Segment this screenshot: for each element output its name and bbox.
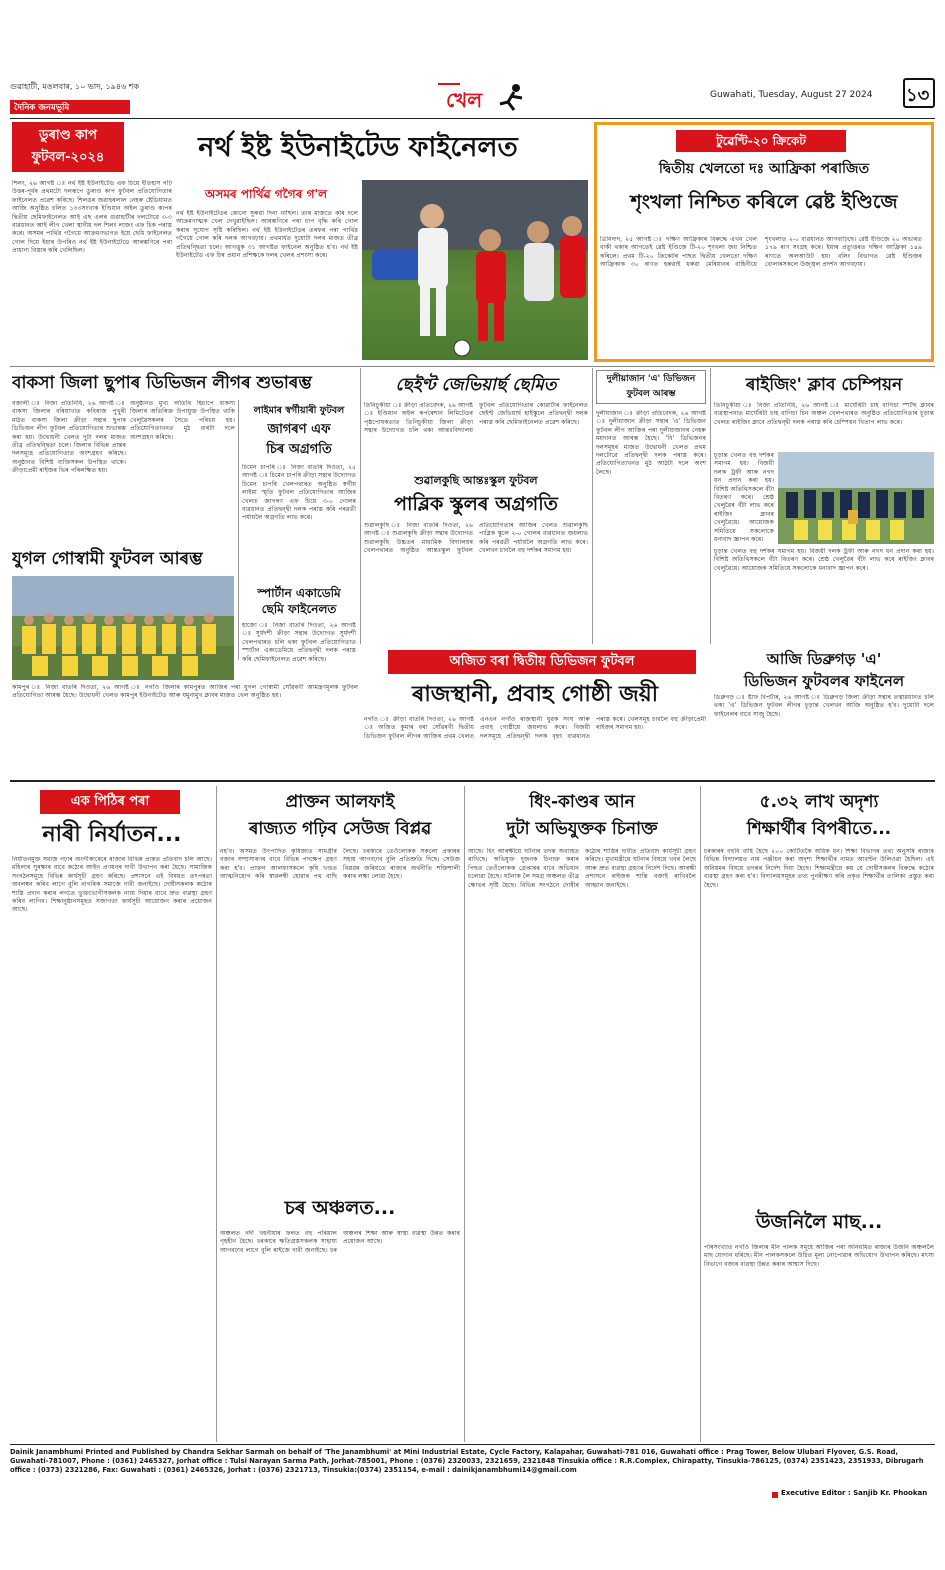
t20-subhead: দ্বিতীয় খেলতো দঃ আফ্ৰিকা পৰাজিত <box>658 161 870 177</box>
shiksharthi-headline-2: শিক্ষাৰ্থীৰ বিপৰীতে... <box>746 819 892 839</box>
masthead-rule <box>10 118 935 119</box>
xavier-body: তিনিচুকীয়া ঃ ক্ৰীড়া প্ৰতিবেদক, ২৬ আগষ্ট ঃ ইণ্ডিয়ান অইল কৰ্পৰেশ্যন লিমিটেডৰ পৃষ্ঠপোষকতাত তিনিচুকীয়া জিলা ক্ৰীড়া সন্থাৰ উদ্যোগত চলি থকা আন্তঃবিদ্যালয় ফুটবল প্ৰতিযোগিতাৰ কোৱাৰ্টাৰ ফাইনেলত ছেইণ্ট জেভিয়াৰ্ছ হাইস্কুলে প্ৰতিদ্বন্দ্বী দলক পৰাস্ত কৰি ছেমিফাইনেলত প্ৰৱেশ কৰিছে। <box>364 402 588 435</box>
duliajan-col-rule <box>592 368 593 644</box>
ujani-body: পৰিসংখ্যাত নগাঁও জিলাৰ মীন পালক সমূহে আজিৰ পৰা অনিয়মিত ৰাজ্যৰ উজনি অঞ্চললৈ মাছ যোগান ধৰিছে। মীন পালকসকলে উচিত মূল্য নোপোৱাৰ অভিযোগ উত্থাপন কৰিছে। মৎস্য বিভাগে বজাৰ ব্যৱস্থা উন্নত কৰাৰ আশ্বাস দিছে। <box>704 1244 934 1268</box>
durand-body-right: নৰ্থ ইষ্ট ইউনাইটেডৰ কোনো সুৰুৱা দিনা নাছিল। তাৰ মাজতে কৰি দলে আক্ৰমণাত্মক খেল দেখুৱাইছিল। আৰম্ভণিৰে পৰা চাপ বৃদ্ধি কৰি গোল কৰাৰ সুযোগ সৃষ্টি কৰিছিল। নৰ্থ ইষ্ট ইউনাইটেডৰ তৰফৰ পৰা পাৰ্থিৱ গগৈয়ে গোল কৰি দলক আগবঢ়ায়। প্ৰথমাৰ্ধত দুয়োটা দলৰ মাজত তীব্ৰ প্ৰতিদ্বন্দ্বিতা চলে। আগত্তুক ৩১ আগষ্টত ফাইনেল অনুষ্ঠিত হ'ব। নৰ্থ ইষ্ট ইউনাইটেড এফ চিৰ প্ৰধান প্ৰশিক্ষকে দলৰ খেলৰ প্ৰশংসা কৰে। <box>176 210 358 260</box>
dhing-headline-1: ধিং-কাণ্ডৰ আন <box>529 792 635 812</box>
dhing-body: আছে। ধিং আৰক্ষীয়ে ঘটনাৰ তদন্ত অব্যাহত ৰাখিছে। অভিযুক্ত দুজনক চিনাক্ত কৰাৰ পিছত তেওঁলোকক গ্ৰেপ্তাৰৰ বাবে অভিযান চলোৱা হৈছে। ঘটনাক লৈ সমগ্ৰ অঞ্চলত তীব্ৰ ক্ষোভৰ সৃষ্টি হৈছে। বিভিন্ন সংগঠনে দোষীৰ কঠোৰ শাস্তিৰ দাবীত প্ৰতিবাদ কাৰ্যসূচী গ্ৰহণ কৰিছে। মুখ্যমন্ত্ৰীয়ে ঘটনাৰ বিষয়ে খবৰ লৈছে আৰু দ্ৰুত ব্যৱস্থা গ্ৰহণৰ নিৰ্দেশ দিছে। আৰক্ষী প্ৰশাসনে ৰাইজক শান্তি বজাই ৰাখিবলৈ আহ্বান জনাইছে। <box>468 848 696 889</box>
nari-headline: নাৰী নিৰ্যাতন... <box>42 822 182 847</box>
paper-name-label: দৈনিক জনমভূমি <box>14 103 70 113</box>
date-left: গুৱাহাটী, মঙলবাৰ, ১০ ভাদ, ১৯৪৬ শক <box>10 82 140 91</box>
spartan-body: হাজো ঃ নিজা বাতৰি দিওতা, ২৬ আগষ্ট ঃ সুৰ্যদৰ্শী ক্ৰীড়া সন্থাৰ উদ্যোগত সুৰ্যদৰ্শী খেলপথাৰত চলি থকা ফুটবল প্ৰতিযোগিতাত স্পাৰ্টান একাডেমিয়ে প্ৰতিদ্বন্দ্বী দলক পৰাস্ত কৰি ছেমিফাইনেলত প্ৰৱেশ কৰিছে। <box>242 622 356 663</box>
shuwalkuchi-subhead: শুৱালকুছি আন্তঃস্কুল ফুটবল <box>414 474 538 487</box>
xavier-headline: ছেইণ্ট জেভিয়াৰ্ছ ছেমিত <box>395 375 557 395</box>
shiksharthi-headline-1: ৫.৩২ লাখ অদৃশ্য <box>759 792 879 812</box>
masthead <box>10 78 935 118</box>
t20-tag: টুৱেণ্টি-২০ ক্ৰিকেট <box>676 130 846 152</box>
laimas-body: চিমেন চাপৰি ঃ নিজা বাতৰি দিওতা, ২৫ আগষ্ট ঃ চিমেন চাপৰি ক্ৰীড়া সন্থাৰ উদ্যোগত চিমেন চাপৰি খেলপথাৰত অনুষ্ঠিত স্বৰ্গীয় লাইমা স্মৃতি ফুটবল প্ৰতিযোগিতাৰ আজিৰ খেলত জাগৰণ এফ চিয়ে ৩-০ গোলৰ ব্যৱধানত প্ৰতিদ্বন্দ্বী দলক পৰাস্ত কৰি পৰৱৰ্তী পৰ্যায়লৈ অগ্ৰগতি লাভ কৰে। <box>242 464 356 522</box>
durand-tag <box>12 122 124 172</box>
bipul-headline-1: প্ৰাক্তন আলফাই <box>285 792 395 812</box>
players-figure <box>362 180 588 360</box>
bipul-subhead: চৰ অঞ্চলত... <box>284 1197 396 1219</box>
ajit-headline: ৰাজস্থানী, প্ৰবাহ গোষ্ঠী জয়ী <box>411 682 659 707</box>
spartan-headline-1: স্পাৰ্টান একাডেমি <box>257 586 341 600</box>
shiksharthi-col-rule <box>700 786 701 1442</box>
rising-col-rule <box>710 368 711 644</box>
spartan-headline-2: ছেমি ফাইনেলত <box>261 602 337 616</box>
section-logo <box>430 80 530 114</box>
t20-headline: শৃংখলা নিশ্চিত কৰিলে ৱেষ্ট ইণ্ডিজে <box>630 191 898 213</box>
duliajan-body: দুলীয়াজান ঃ ক্ৰীড়া প্ৰতিবেদক, ২৬ আগষ্ট ঃ দুলীয়াজান ক্ৰীড়া সন্থাৰ 'এ' ডিভিজন ফুটবল লীগ আজিৰ পৰা দুলীয়াজানৰ নেহৰু ময়দানত আৰম্ভ হৈছে। 'বি' ডিভিজনৰ দলসমূহৰ মাজত উদ্বোধনী খেলত প্ৰথম দলটোৱে প্ৰতিদ্বন্দ্বী দলক পৰাস্ত কৰে। প্ৰতিযোগিতাখনত মুঠ আঠটা দলে অংশ লৈছে। <box>596 410 706 476</box>
laimas-headline-3: চিৰ অগ্ৰগতি <box>266 442 332 457</box>
bipul-body: নহ'ব। অসমত উৎপাদিত কৃষিজাত সামগ্ৰীৰ বজাৰ সম্প্ৰসাৰণৰ বাবে বিভিন্ন পদক্ষেপ গ্ৰহণ কৰা হ'ব। প্ৰাক্তন আলফাসকলে কৃষি খণ্ডত আত্মনিয়োগ কৰি স্বাৱলম্বী হোৱাৰ পথ বাছি লৈছে। চৰকাৰে তেওঁলোকক সকলো প্ৰকাৰৰ সহায় আগবঢ়াব বুলি প্ৰতিশ্ৰুতি দিছে। সেউজ বিপ্লৱৰ জৰিয়তে ৰাজ্যৰ অৰ্থনীতি শক্তিশালী কৰাৰ লক্ষ্য লোৱা হৈছে। <box>220 848 460 881</box>
jugal-headline: যুগল গোস্বামী ফুটবল আৰম্ভ <box>12 549 203 569</box>
bipul-headline-2: ৰাজ্যত গঢ়িব সেউজ বিপ্লৱ <box>248 819 432 839</box>
section-logo-text: খেল <box>446 88 483 112</box>
team-figure <box>12 576 234 680</box>
champion-team-figure <box>778 452 934 544</box>
rising-body: তিনিচুকীয়া ঃ নিজা প্ৰতিনিধি, ২৬ আগষ্ট ঃ মাৰ্ঘেৰিটা চাহ বাগিচা স্পৰ্টছ ক্লাবৰ ব্যৱস্থাপনাত মাৰ্ঘেৰিটা চাহ বাগিচা চিন অঞ্চল খেলপথাৰত অনুষ্ঠিত প্ৰতিযোগিতাৰ চূড়ান্ত খেলত ৰাইজিং ক্লাবে প্ৰতিদ্বন্দ্বী দলক পৰাস্ত কৰি চেম্পিয়ন খিতাপ লাভ কৰে। <box>714 402 934 426</box>
laimas-headline-1: লাইমাৰ স্বৰ্গীয়াৰী ফুটবল <box>253 405 345 416</box>
durand-tag-text: ডুৰাণ্ড কাপ ফুটবল-২০২৪ <box>31 128 105 165</box>
middle-col-rule <box>360 368 361 644</box>
baksa-body: বজালী ঃ নিজা প্ৰতিনিধি, ২৬ আগষ্ট ঃ বাকসা জিলাৰ বৰিয়াখাত কবিৰাজ পুখুৰী মাঠত বাকসা জিলা ক্ৰীড়া সন্থাৰ ছুপাৰ ডিভিজন লীগ ফুটবল প্ৰতিযোগিতাৰ শুভাৰম্ভ কৰা হয়। উদ্বোধনী খেলত দুটা দলৰ মাজত তীব্ৰ প্ৰতিদ্বন্দ্বিতা চলে। জিলাৰ বিভিন্ন প্ৰান্তৰ দলসমূহে প্ৰতিযোগিতাত অংশগ্ৰহণ কৰিছে। অনুষ্ঠানত বিশিষ্ট ব্যক্তিসকল উপস্থিত থাকে। ক্ৰীড়াপ্ৰেমী ৰাইজৰ ভিৰ পৰিলক্ষিত হয়। <box>12 400 126 475</box>
laimas-col-rule <box>238 400 239 660</box>
shuwalkuchi-headline: পাব্লিক স্কুলৰ অগ্ৰগতি <box>394 493 558 515</box>
nari-body: নিৰ্যাতনমুক্ত সমাজ গঢ়াৰ অংগীকাৰেৰে ৰাজ্যৰ বিভিন্ন প্ৰান্তত প্ৰতিবাদ চলি আছে। মহিলাৰ সুৰক্ষাৰ বাবে কঠোৰ আইন প্ৰণয়নৰ দাবী উত্থাপন কৰা হৈছে। সামাজিক সংগঠনসমূহে বিভিন্ন কাৰ্যসূচী গ্ৰহণ কৰিছে। প্ৰশাসনে এই বিষয়ত তৎপৰতা অবলম্বন কৰিব লাগে বুলি নাগৰিক সমাজে দাবী জনাইছে। দোষীসকলক কঠোৰ শাস্তি প্ৰদান কৰাৰ লগতে ভুক্তভোগীসকলক ন্যায় দিয়াৰ বাবে দ্ৰুত ব্যৱস্থা গ্ৰহণ কৰিব লাগিব। শিক্ষানুষ্ঠানসমূহত সজাগতা কাৰ্যসূচী আয়োজন কৰাৰ প্ৰয়োজন আছে। <box>12 856 212 914</box>
footer-imprint: Dainik Janambhumi Printed and Published by Chandra Sekhar Sarmah on behalf of 'The Janambhumi' at Mini Industrial Estate, Cycle Factory, Kalapahar, Guwahati-781 016, Guwahati office : Prag Tower, Below Ulubari Flyover, G.S. Road, Guwahati-781007, Phone : (0361) 2465327, Jorhat office : Tulsi Narayan Sarma Path, Jorhat-785001, Phone : (0376) 2320033, 2321659, 2321848 Tinsukia office : R.R.Complex, Chirapatty, Tinsukia-786125, (0374) 2351423, 2351933, Dibrugarh office : (0373) 2321286, Fax: Guwahati : (0361) 2465326, Jorhat : (0376) 2321713, Tinsukia:(0374) 2351154, e-mail : dainikjanambhumi14@gmail.com <box>10 1448 924 1474</box>
bipul-sub-body: অঞ্চলত নদী খহনীয়াৰ ফলত বহু পৰিয়াল গৃহহীন হৈছে। চৰকাৰে ক্ষতিগ্ৰস্তসকলক সাহায্য আগবঢ়াব লাগে বুলি ৰাইজে দাবী জনাইছে। চৰ অঞ্চলৰ শিক্ষা আৰু স্বাস্থ্য ব্যৱস্থা উন্নত কৰাৰ প্ৰয়োজন আছে। <box>220 1230 460 1254</box>
duliajan-headline: দুলীয়াজান 'এ' ডিভিজন ফুটবল আৰম্ভ <box>606 374 696 399</box>
rising-body-2: চূড়ান্ত খেলত বহু দৰ্শকৰ সমাগম হয়। বিজয়ী দলক ট্ৰফী আৰু নগদ ধন প্ৰদান কৰা হয়। বিশিষ্ট অতিথিসকলে বঁটা বিতৰণ কৰে। শ্ৰেষ্ঠ খেলুৱৈৰ বঁটা লাভ কৰে ৰাইজিং ক্লাবৰ খেলুৱৈয়ে। আয়োজক সমিতিয়ে সকলোকে ধন্যবাদ জ্ঞাপন কৰে। <box>714 548 934 572</box>
laimas-headline-2: জাগৰণ এফ <box>267 422 331 437</box>
durand-subhead: অসমৰ পাৰ্থিৱ গগৈৰ গ'ল <box>204 187 328 201</box>
dhing-col-rule <box>464 786 465 1442</box>
shiksharthi-body: চৰকাৰৰ বহুবি বাহি হৈছে ২০০ কোটিতকৈ অধিক ধন। শিক্ষা বিভাগৰ তথ্য অনুসৰি ৰাজ্যৰ বিভিন্ন বিদ্যালয়ত নাম পঞ্জীয়ন কৰা অদৃশ্য শিক্ষাৰ্থীৰ নামত আবণ্টন উলিওৱা হৈছিল। এই অনিয়মৰ বিষয়ে তদন্তৰ নিৰ্দেশ দিয়া হৈছে। শিক্ষামন্ত্ৰীয়ে কয় যে দোষীসকলৰ বিৰুদ্ধে কঠোৰ ব্যৱস্থা গ্ৰহণ কৰা হ'ব। বিদ্যালয়সমূহৰ তথ্য পুনৰীক্ষণ কৰি প্ৰকৃত শিক্ষাৰ্থীৰ তালিকা প্ৰস্তুত কৰা হৈছে। <box>704 848 934 889</box>
rising-headline: ৰাইজিং' ক্লাব চেম্পিয়ন <box>745 375 903 395</box>
ujani-headline: উজনিলৈ মাছ... <box>755 1211 883 1233</box>
durand-body-left: শিলং, ২৬ আগষ্ট ঃ নৰ্থ ইষ্ট ইউনাইটেড এফ চিয়ে ইতিহাস গঢ়ি উত্তৰ-পূৰ্বৰ প্ৰথমটো দলৰূপে ডুৰাণ্ড কাপ ফুটবল প্ৰতিযোগিতাৰ ফাইনেলত প্ৰৱেশ কৰিছে। শিলঙৰ জৱাহৰলাল নেহৰু ষ্টেডিয়ামত আজি অনুষ্ঠিত চলিত ১৩৩সংখ্যক ইণ্ডিয়ান অইল ডুৰাণ্ড কাপৰ দ্বিতীয় ছেমিফাইনেলত আই এছ এলৰ গুৱাহাটীৰ দলটোৱে ৩-৩ ব্যৱধানত আই লীগ খেলা স্থানীয় দল শিলং লাজং এফ চিক পৰাস্ত কৰে। অসমৰ পাৰ্থিৱ গগৈয়ে আক্ৰমণভাগত ইয়ে ছেমি ফাইনেলত গোল দিয়ে ইয়াৰ উপৰিও নৰ্থ ইষ্ট ইউনাইটেডে আৰম্ভণিৰে পৰা প্ৰাধান্য বিস্তাৰ কৰি খেলিছিল। <box>12 180 172 255</box>
jugal-body: কামপুৰ ঃ নিজা বাতৰি দিওতা, ২৬ আগষ্ট ঃ নগাঁও জিলাৰ কামপুৰত আজিৰ পৰা যুগল গোস্বামী সোঁৱৰণী আমন্ত্ৰণমূলক ফুটবল প্ৰতিযোগিতা আৰম্ভ হৈছে। উদ্বোধনী খেলত কামপুৰ ইউনাইটেড আৰু যমুনামুখ ক্লাবৰ মাজত খেল অনুষ্ঠিত হয়। <box>12 684 358 700</box>
durand-headline: নৰ্থ ইষ্ট ইউনাইটেড ফাইনেলত <box>198 132 518 163</box>
baksa-headline: বাকসা জিলা ছুপাৰ ডিভিজন লীগৰ শুভাৰম্ভ <box>12 373 312 393</box>
footer-rule <box>10 1444 935 1445</box>
date-right: Guwahati, Tuesday, August 27 2024 <box>710 90 873 100</box>
page-number-text: ১৩ <box>906 85 930 106</box>
ajit-body: নগাঁও ঃ ক্ৰীড়া বাতৰি দিওতা, ২৬ আগষ্ট ঃ অজিত কুমাৰ বৰা সোঁৱৰণী দ্বিতীয় ডিভিজন ফুটবল লীগৰ আজিৰ প্ৰথম খেলত এনএন নগাঁও ৰাজস্থানী যুৱক সংঘ আৰু প্ৰবাহ গোষ্ঠীয়ে জয়লাভ কৰে। বিজয়ী দলসমূহে প্ৰতিদ্বন্দ্বী দলক বৃহৎ ব্যৱধানত পৰাস্ত কৰে। খেলসমূহ চাবলৈ বহু ক্ৰীড়াপ্ৰেমী ৰাইজৰ সমাগম হয়। <box>364 716 706 740</box>
durand-match-photo <box>362 180 588 360</box>
baksa-body-2: অনুষ্ঠানত মুখ্য অতিথি হিচাপে বাকসা জিলাৰ অতিৰিক্ত উপায়ুক্ত উপস্থিত থাকি খেলুৱৈসকলৰ সৈতে পৰিচয় হয়। প্ৰতিযোগিতাখনত মুঠ বাৰটা দলে অংশগ্ৰহণ কৰিছে। <box>130 400 235 441</box>
rising-body-col: চূড়ান্ত খেলত বহু দৰ্শকৰ সমাগম হয়। বিজয়ী দলক ট্ৰফী আৰু নগদ ধন প্ৰদান কৰা হয়। বিশিষ্ট অতিথিসকলে বঁটা বিতৰণ কৰে। শ্ৰেষ্ঠ খেলুৱৈৰ বঁটা লাভ কৰে ৰাইজিং ক্লাবৰ খেলুৱৈয়ে। আয়োজক সমিতিয়ে সকলোকে ধন্যবাদ জ্ঞাপন কৰে। <box>714 452 774 544</box>
dhing-headline-2: দুটা অভিযুক্তক চিনাক্ত <box>506 819 658 839</box>
rising-team-photo <box>778 452 934 544</box>
t20-body: ত্ৰিনিদাদ, ২৫ আগষ্ট ঃ দক্ষিণ আফ্ৰিকাৰ বিৰুদ্ধে এখন খেল বাকী থকাৰ আগতেই ৱেষ্ট ইণ্ডিজে টি-২০ শৃংখলা জয় নিশ্চিত কৰিলে। প্ৰথম টি-২০ ক্ৰিকেটৰ পাছত দ্বিতীয় খেলতো দক্ষিণ আফ্ৰিকাক ৩০ ৰাণত হৰুৱাই ধৰুৱা মেৰিয়ানৰ বাহিনীয়ে শৃংখলাত ২-০ ব্যৱধানত আগবাঢ়িছে। ৱেষ্ট ইণ্ডিজে ২০ অভাৰত ১৭৯ ৰাণ সংগ্ৰহ কৰে। ইয়াৰ প্ৰত্যুত্তৰত দক্ষিণ আফ্ৰিকা ১৪৯ ৰাণতে অলআউট হয়। বলিং বিভাগত ৱেষ্ট ইণ্ডিজৰ বোলাৰসকলে উজ্জ্বল প্ৰদৰ্শন আগবঢ়ায়। <box>600 236 922 269</box>
shuwalkuchi-body: শুৱালকুছি ঃ নিজা বাতৰি দিওতা, ২৬ আগষ্ট ঃ শুৱালকুছি ক্ৰীড়া সন্থাৰ উদ্যোগত শুৱালকুছি উচ্চতৰ মাধ্যমিক বিদ্যালয়ৰ খেলপথাৰত অনুষ্ঠিত আন্তঃস্কুল ফুটবল প্ৰতিযোগিতাৰ আজিৰ খেলত শুৱালকুছি পাব্লিক স্কুলে ২-০ গোলৰ ব্যৱধানত জয়লাভ কৰি পৰৱৰ্তী পৰ্যায়লৈ অগ্ৰগতি লাভ কৰে। খেলখন চাবলৈ বহু দৰ্শকৰ সমাগম হয়। <box>364 522 588 555</box>
executive-editor: Executive Editor : Sanjib Kr. Phookan <box>781 1489 928 1497</box>
editor-marker <box>772 1492 778 1498</box>
dibrugarh-body: ডিব্ৰুগড় ঃ ষ্টাফ বিপৰ্টাৰ, ২৬ আগষ্ট ঃ ডিব্ৰুগড় জিলা ক্ৰীড়া সন্থাৰ তত্বাৱধানত চলি থকা 'এ' ডিভিজন ফুটবল লীগৰ চূড়ান্ত খেলখন আজি অনুষ্ঠিত হ'ব। দুয়োটা দলে ফাইনেলৰ বাবে সাজু হৈছে। <box>714 694 934 718</box>
ek-pithi-tag: এক পিঠিৰ পৰা <box>40 790 180 814</box>
ajit-tag: অজিত বৰা দ্বিতীয় ডিভিজন ফুটবল <box>388 650 696 674</box>
dibrugarh-headline-2: ডিভিজন ফুটবলৰ ফাইনেল <box>744 672 904 690</box>
jugal-team-photo <box>12 576 234 680</box>
dibrugarh-headline-1: আজি ডিব্ৰুগড় 'এ' <box>766 650 882 668</box>
upper-lower-rule <box>10 780 935 782</box>
bipul-col-rule <box>216 786 217 1442</box>
top-section-rule <box>10 366 935 367</box>
